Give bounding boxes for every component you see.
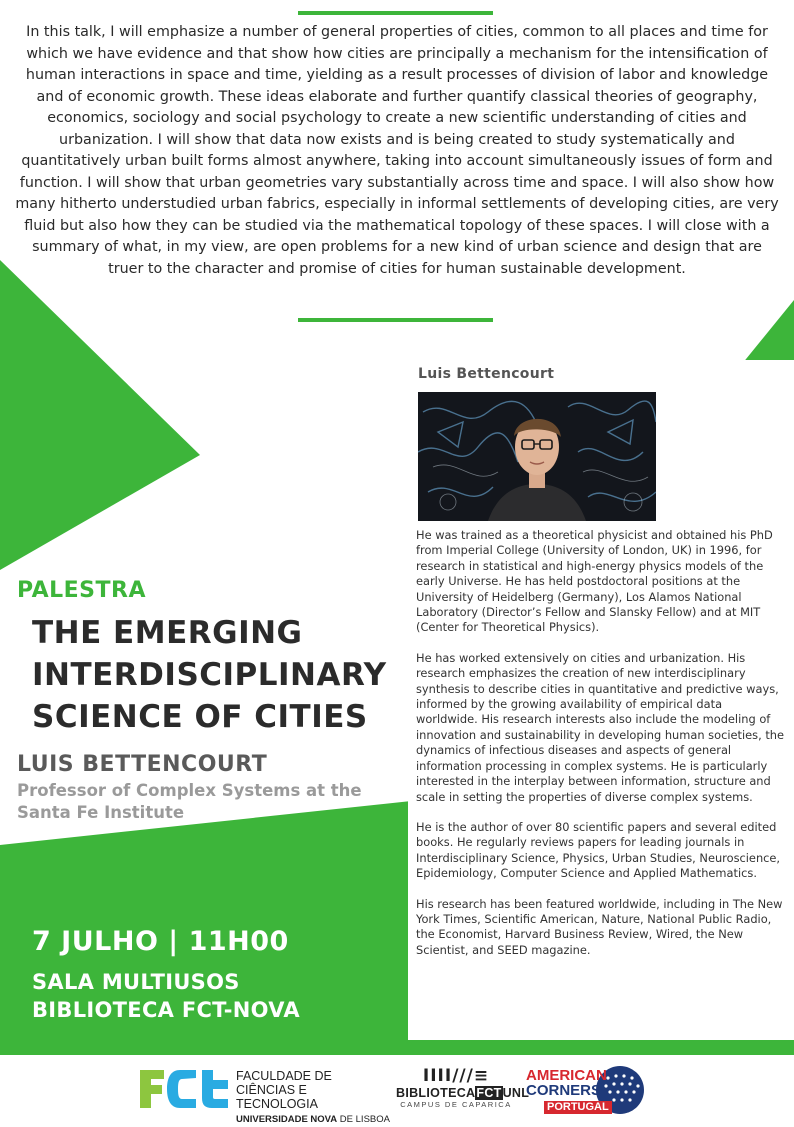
fct-logo: FACULDADE DE CIÊNCIAS E TECNOLOGIA UNIVERSIDADE NOVA DE LISBOA	[140, 1066, 390, 1114]
american-corners-logo: AMERICAN CORNERS PORTUGAL	[526, 1064, 650, 1116]
bio-paragraph: He has worked extensively on cities and urbanization. His research emphasizes the creation of new interdisciplinary synthesis to describe cities in quantitative and predictive ways, informed by the growing availability of empirical data worldwide. His research interests also include the modeling of innovation and sustainability in developing human societies, the dynamics of infectious diseases and aspects of general information processing in complex systems. He is particularly interested in the interplay between information, structure and scale in setting the properties of diverse complex systems.	[416, 650, 785, 804]
bio-paragraph: He was trained as a theoretical physicist and obtained his PhD from Imperial College (University of London, UK) in 1996, for research in statistical and high-energy physics models of the early Universe. He has held postdoctoral positions at the University of Heidelberg (Germany), Los Alamos National Laboratory (Director’s Fellow and Slansky Fellow) and at MIT (Center for Theoretical Physics).	[416, 528, 773, 635]
bio-paragraph: He is the author of over 80 scientific papers and several edited books. He regularly reviews papers for leading journals in Interdisciplinary Science, Physics, Urban Studies, Neuroscience, Epidemiology, Computer Science and Applied Mathematics.	[416, 819, 781, 881]
fct-wordmark-icon	[140, 1066, 232, 1112]
speaker-bio	[416, 528, 786, 973]
biblioteca-mark-icon: IIII///≡	[422, 1066, 490, 1086]
top-divider	[298, 11, 493, 15]
bottom-divider	[298, 318, 493, 322]
bio-paragraph: His research has been featured worldwide, including in The New York Times, Scientific American, Nature, National Public Radio, the Economist, Harvard Business Review, Wired, the New Scientist, and SEED magazine.	[416, 896, 783, 957]
event-type-label: PALESTRA	[17, 578, 146, 603]
green-triangle-left	[0, 260, 200, 570]
speaker-photo	[418, 392, 656, 521]
title-line: SCIENCE OF CITIES	[32, 699, 368, 735]
speaker-caption: Luis Bettencourt	[418, 366, 555, 382]
speaker-role: Professor of Complex Systems at the Santa Fe Institute	[17, 781, 362, 822]
event-venue: SALA MULTIUSOS BIBLIOTECA FCT-NOVA	[32, 970, 300, 1022]
talk-title	[32, 612, 402, 738]
biblioteca-logo: IIII///≡ BIBLIOTECAFCTUNL CAMPUS DE CAPARICA	[396, 1066, 530, 1109]
event-date-time: 7 JULHO | 11H00	[32, 926, 289, 957]
title-line: THE EMERGING	[32, 615, 303, 651]
title-line: INTERDISCIPLINARY	[32, 657, 387, 693]
talk-abstract: In this talk, I will emphasize a number of general properties of cities, common to all places and time for which we have evidence and that show how cities are principally a mechanism for the intensification of human interactions in space and time, yielding as a result processes of division of labor and knowledge and of economic growth. These ideas elaborate and further quantify classical theories of geography, economics, sociology and social psychology to create a new scientific understanding of cities and urbanization. I will show that data now exists and is being created to study systematically and quantitatively urban built forms almost anywhere, taking into account simultaneously issues of form and function. I will show that urban geometries vary substantially across time and space. I will also show how many hitherto understudied urban fabrics, especially in informal settlements of developing cities, are very fluid but also how they can be studied via the mathematical topology of these spaces. I will close with a summary of what, in my view, are open problems for a new kind of urban science and design that are truer to the character and promise of cities for human sustainable development.	[15, 24, 779, 277]
speaker-name: LUIS BETTENCOURT	[17, 752, 268, 777]
